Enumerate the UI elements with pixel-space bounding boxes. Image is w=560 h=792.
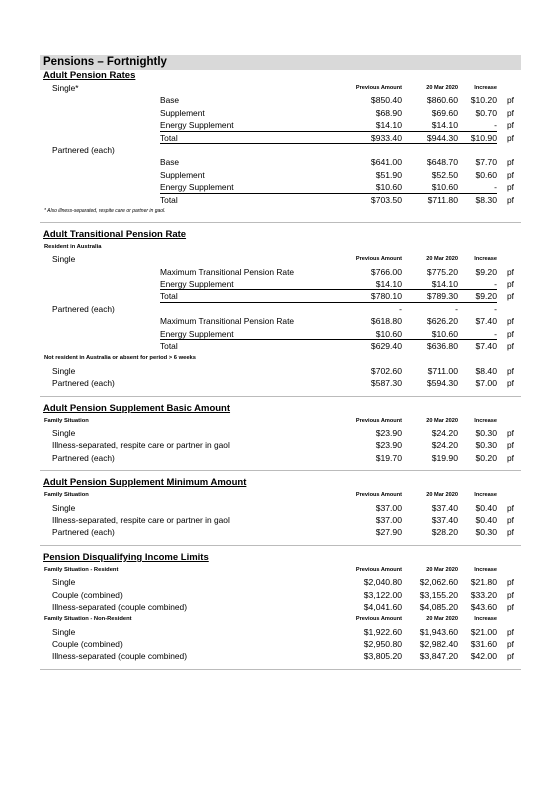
subgroup-row [40,352,521,364]
total-row: Total $780.10 $789.30 $9.20 pf [160,291,514,302]
pension-rates-document [40,55,521,676]
header-row: Family Situation - Resident Previous Amount 20 Mar 2020 Increase [44,566,497,573]
header-row: Family Situation - Non-Resident Previous Amount 20 Mar 2020 Increase [44,616,497,623]
table-row: Couple (combined) $2,950.80 $2,982.40 $31.60 pf [52,639,514,650]
table-row: Single $1,922.60 $1,943.60 $21.00 pf [52,626,514,637]
group-label-partnered: Partnered (each) [52,144,115,155]
table-row: Single $37.00 $37.40 $0.40 pf [52,502,514,513]
table-row: Base $850.40 $860.60 $10.20 pf [160,95,514,106]
table-row: Energy Supplement $10.60 $10.60 - pf [160,182,514,193]
section-title-income-limits: Pension Disqualifying Income Limits [43,551,209,563]
section-divider [40,545,521,546]
header-row: Family Situation Previous Amount 20 Mar 2020 Increase [44,417,497,424]
table-row: Partnered (each) $19.70 $19.90 $0.20 pf [52,452,514,463]
total-row: Total $933.40 $944.30 $10.90 pf [160,132,514,143]
section-divider [40,396,521,397]
table-row: Maximum Transitional Pension Rate $618.80 $626.20 $7.40 pf [160,316,514,327]
group-label-single: Single* [52,83,79,93]
section-divider [40,222,521,223]
col-header-previous: Previous Amount [355,85,402,91]
total-row: Total $703.50 $711.80 $8.30 pf [160,194,514,205]
section-title-transitional: Adult Transitional Pension Rate [43,228,187,240]
col-header-date: 20 Mar 2020 [426,85,458,91]
col-header-increase: Increase [474,85,497,91]
table-row: Illness-separated (couple combined) $4,041.60 $4,085.20 $43.60 pf [52,601,514,612]
table-row: Single $23.90 $24.20 $0.30 pf [52,427,514,438]
subgroup-label-nonresident: Not resident in Australia or absent for period > 6 weeks [44,355,196,362]
header-row: Family Situation Previous Amount 20 Mar 2020 Increase [44,492,497,499]
table-row: Base $641.00 $648.70 $7.70 pf [160,157,514,168]
group-row [40,144,521,156]
table-row: Partnered (each) $27.90 $28.20 $0.30 pf [52,527,514,538]
section-title-adult-pension-rates: Adult Pension Rates [43,70,136,81]
section-divider [40,669,521,670]
table-row: Illness-separated (couple combined) $3,805.20 $3,847.20 $42.00 pf [52,651,514,662]
table-row: Partnered (each) $587.30 $594.30 $7.00 pf [52,378,514,389]
table-row: Energy Supplement $14.10 $14.10 - pf [160,279,514,290]
section-title-supplement-basic: Adult Pension Supplement Basic Amount [43,402,231,414]
table-row: Energy Supplement $10.60 $10.60 - pf [160,328,514,339]
group-row: Partnered (each) - - - [52,303,497,314]
section-divider [40,470,521,471]
header-row: Single Previous Amount 20 Mar 2020 Increase [52,254,497,265]
table-row: Energy Supplement $14.10 $14.10 - pf [160,120,514,131]
section-title-supplement-minimum: Adult Pension Supplement Minimum Amount [43,477,247,489]
footnote: * Also illness-separated, respite care or partner in gaol. [44,207,166,214]
subgroup-row [40,241,521,253]
table-row: Illness-separated, respite care or partner in gaol $37.00 $37.40 $0.40 pf [52,514,514,525]
header-row [40,82,521,94]
subgroup-label-resident: Resident in Australia [44,243,102,250]
table-row: Illness-separated, respite care or partner in gaol $23.90 $24.20 $0.30 pf [52,440,514,451]
table-row: Maximum Transitional Pension Rate $766.00 $775.20 $9.20 pf [160,266,514,277]
table-row: Supplement $68.90 $69.60 $0.70 pf [160,107,514,118]
table-row: Single $2,040.80 $2,062.60 $21.80 pf [52,577,514,588]
total-row: Total $629.40 $636.80 $7.40 pf [160,341,514,352]
page-banner: Pensions – Fortnightly [40,55,521,70]
table-row: Single $702.60 $711.00 $8.40 pf [52,365,514,376]
table-row: Couple (combined) $3,122.00 $3,155.20 $33.20 pf [52,589,514,600]
table-row: Supplement $51.90 $52.50 $0.60 pf [160,169,514,180]
